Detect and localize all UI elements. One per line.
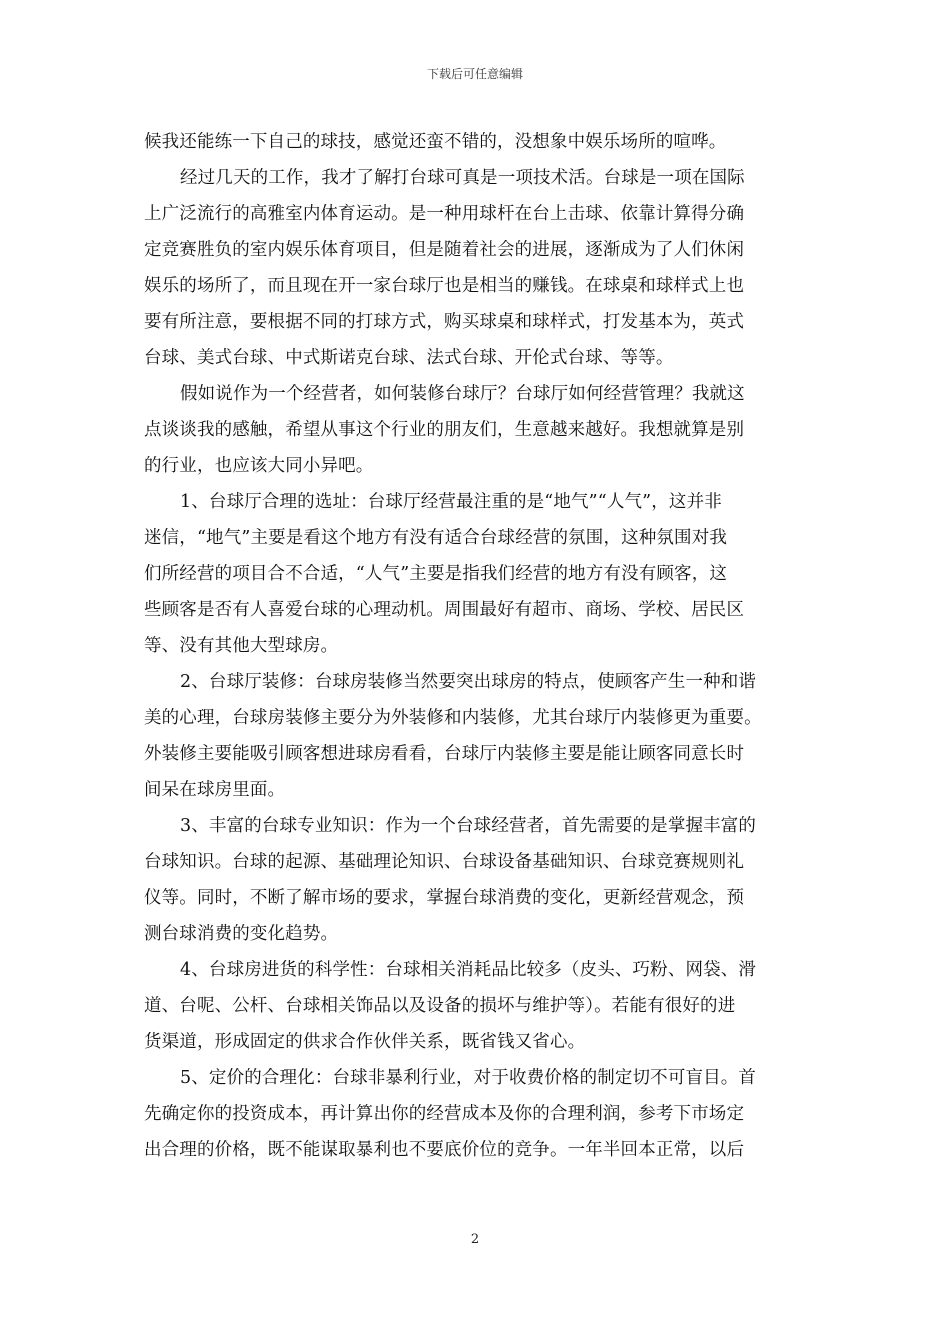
text-line: 外装修主要能吸引顾客想进球房看看，台球厅内装修主要是能让顾客同意长时 (144, 744, 745, 764)
text-line: 娱乐的场所了，而且现在开一家台球厅也是相当的赚钱。在球桌和球样式上也 (144, 276, 745, 296)
document-body (144, 124, 810, 1168)
text-line: 测台球消费的变化趋势。 (144, 924, 339, 944)
text-line: 上广泛流行的高雅室内体育运动。是一种用球杆在台上击球、依靠计算得分确 (144, 204, 745, 224)
paragraph-first-line: 3、丰富的台球专业知识：作为一个台球经营者，首先需要的是掌握丰富的 (180, 816, 757, 836)
paragraph-first-line: 4、台球房进货的科学性：台球相关消耗品比较多（皮头、巧粉、网袋、滑 (180, 960, 757, 980)
paragraph-first-line: 假如说作为一个经营者，如何装修台球厅？台球厅如何经营管理？我就这 (180, 384, 745, 404)
text-line: 美的心理，台球房装修主要分为外装修和内装修，尤其台球厅内装修更为重要。 (144, 708, 762, 728)
text-line: 要有所注意，要根据不同的打球方式，购买球桌和球样式，打发基本为，英式 (144, 312, 745, 332)
page-header: 下载后可任意编辑 (426, 67, 523, 81)
paragraph-first-line: 5、定价的合理化：台球非暴利行业，对于收费价格的制定切不可盲目。首 (180, 1068, 757, 1088)
text-line: 迷信，“地气”主要是看这个地方有没有适合台球经营的氛围，这种氛围对我 (144, 528, 727, 548)
page-number: 2 (470, 1232, 480, 1247)
text-line: 道、台呢、公杆、台球相关饰品以及设备的损坏与维护等）。若能有很好的进 (144, 996, 736, 1016)
text-line: 点谈谈我的感触，希望从事这个行业的朋友们，生意越来越好。我想就算是别 (144, 420, 745, 440)
text-line: 们所经营的项目合不合适，“人气”主要是指我们经营的地方有没有顾客，这 (144, 564, 727, 584)
text-line: 的行业，也应该大同小异吧。 (144, 456, 374, 476)
text-line: 台球知识。台球的起源、基础理论知识、台球设备基础知识、台球竞赛规则礼 (144, 852, 745, 872)
text-line: 间呆在球房里面。 (144, 780, 286, 800)
paragraph-first-line: 2、台球厅装修：台球房装修当然要突出球房的特点，使顾客产生一种和谐 (180, 672, 757, 692)
text-line: 台球、美式台球、中式斯诺克台球、法式台球、开伦式台球、等等。 (144, 348, 674, 368)
text-line: 先确定你的投资成本，再计算出你的经营成本及你的合理利润，参考下市场定 (144, 1104, 745, 1124)
paragraph-first-line: 经过几天的工作，我才了解打台球可真是一项技术活。台球是一项在国际 (180, 168, 745, 188)
text-line: 些顾客是否有人喜爱台球的心理动机。周围最好有超市、商场、学校、居民区 (144, 600, 745, 620)
text-line: 等、没有其他大型球房。 (144, 636, 339, 656)
text-line: 候我还能练一下自己的球技，感觉还蛮不错的，没想象中娱乐场所的喧哗。 (144, 132, 727, 152)
paragraph-first-line: 1、台球厅合理的选址：台球厅经营最注重的是“地气”“人气”，这并非 (180, 492, 722, 512)
text-line: 仪等。同时，不断了解市场的要求，掌握台球消费的变化，更新经营观念，预 (144, 888, 745, 908)
text-line: 定竞赛胜负的室内娱乐体育项目，但是随着社会的进展，逐渐成为了人们休闲 (144, 240, 745, 260)
text-line: 出合理的价格，既不能谋取暴利也不要底价位的竞争。一年半回本正常，以后 (144, 1140, 745, 1160)
text-line: 货渠道，形成固定的供求合作伙伴关系，既省钱又省心。 (144, 1032, 586, 1052)
